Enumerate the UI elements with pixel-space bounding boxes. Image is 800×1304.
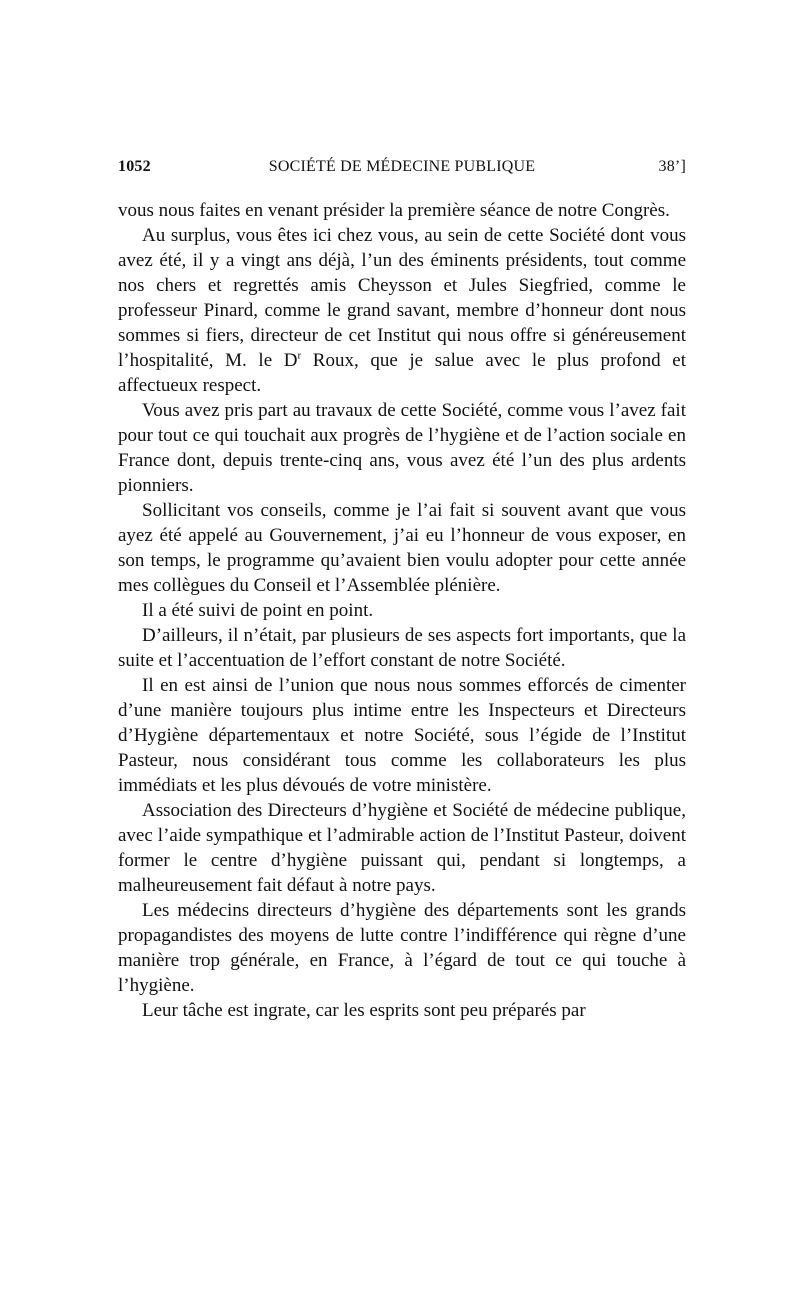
- paragraph-ailleurs: D’ailleurs, il n’était, par plusieurs de ses aspects fort importants, que la suite et l’accentuation de l’effort constant de notre Société.: [118, 625, 686, 671]
- paragraph-association: Association des Directeurs d’hygiène et Société de médecine publique, avec l’aide sympathique et l’admirable action de l’Institut Pasteur, doivent former le centre d’hygiène puissant qui, pendant si longtemps, a malheureusement fait défaut à notre pays.: [118, 800, 686, 896]
- paragraph-medecins: Les médecins directeurs d’hygiène des départements sont les grands propagandistes des moyens de lutte contre l’indifférence qui règne d’une manière trop générale, en France, à l’égard de tout ce qui touche à l’hygiène.: [118, 900, 686, 996]
- paragraph-continuation: vous nous faites en venant présider la première séance de notre Congrès.: [118, 200, 670, 221]
- body-text: [118, 198, 686, 1023]
- paragraph-conseils: Sollicitant vos conseils, comme je l’ai fait si souvent avant que vous ayez été appelé au Gouvernement, j’ai eu l’honneur de vous exposer, en son temps, le programme qu’avaient bien voulu adopter pour cette année mes collègues du Conseil et l’Assemblée plénière.: [118, 500, 686, 596]
- superscript: r: [297, 349, 302, 362]
- paragraph-text: Roux, que je salue avec le plus profond et affectueux respect.: [118, 350, 686, 396]
- paragraph-surplus: [118, 223, 686, 398]
- journal-title: SOCIÉTÉ DE MÉDECINE PUBLIQUE: [268, 158, 536, 175]
- running-head: [118, 158, 686, 182]
- issue-number: 38’]: [658, 158, 686, 175]
- paragraph-text: Au surplus, vous êtes ici chez vous, au sein de cette Société dont vous avez été, il y a vingt ans déjà, l’un des éminents présidents, tout comme nos chers et regrettés amis Cheysson et Jules Siegfried, comme le professeur Pinard, comme le grand savant, membre d’honneur dont nous sommes si fiers, directeur de cet Institut qui nous offre si généreusement l’hospitalité, M. le D: [118, 225, 686, 371]
- paragraph-suivi: Il a été suivi de point en point.: [142, 600, 374, 621]
- paragraph-tache: Leur tâche est ingrate, car les esprits sont peu préparés par: [142, 1000, 586, 1021]
- book-page: [118, 158, 686, 1023]
- paragraph-travaux: Vous avez pris part au travaux de cette Société, comme vous l’avez fait pour tout ce qui touchait aux progrès de l’hygiène et de l’action sociale en France dont, depuis trente-cinq ans, vous avez été l’un des plus ardents pionniers.: [118, 400, 686, 496]
- paragraph-union: Il en est ainsi de l’union que nous nous sommes efforcés de cimenter d’une manière toujours plus intime entre les Inspecteurs et Directeurs d’Hygiène départementaux et notre Société, sous l’égide de l’Institut Pasteur, nous considérant tous comme les collaborateurs les plus immédiats et les plus dévoués de votre ministère.: [118, 675, 686, 796]
- page-number: 1052: [118, 158, 151, 175]
